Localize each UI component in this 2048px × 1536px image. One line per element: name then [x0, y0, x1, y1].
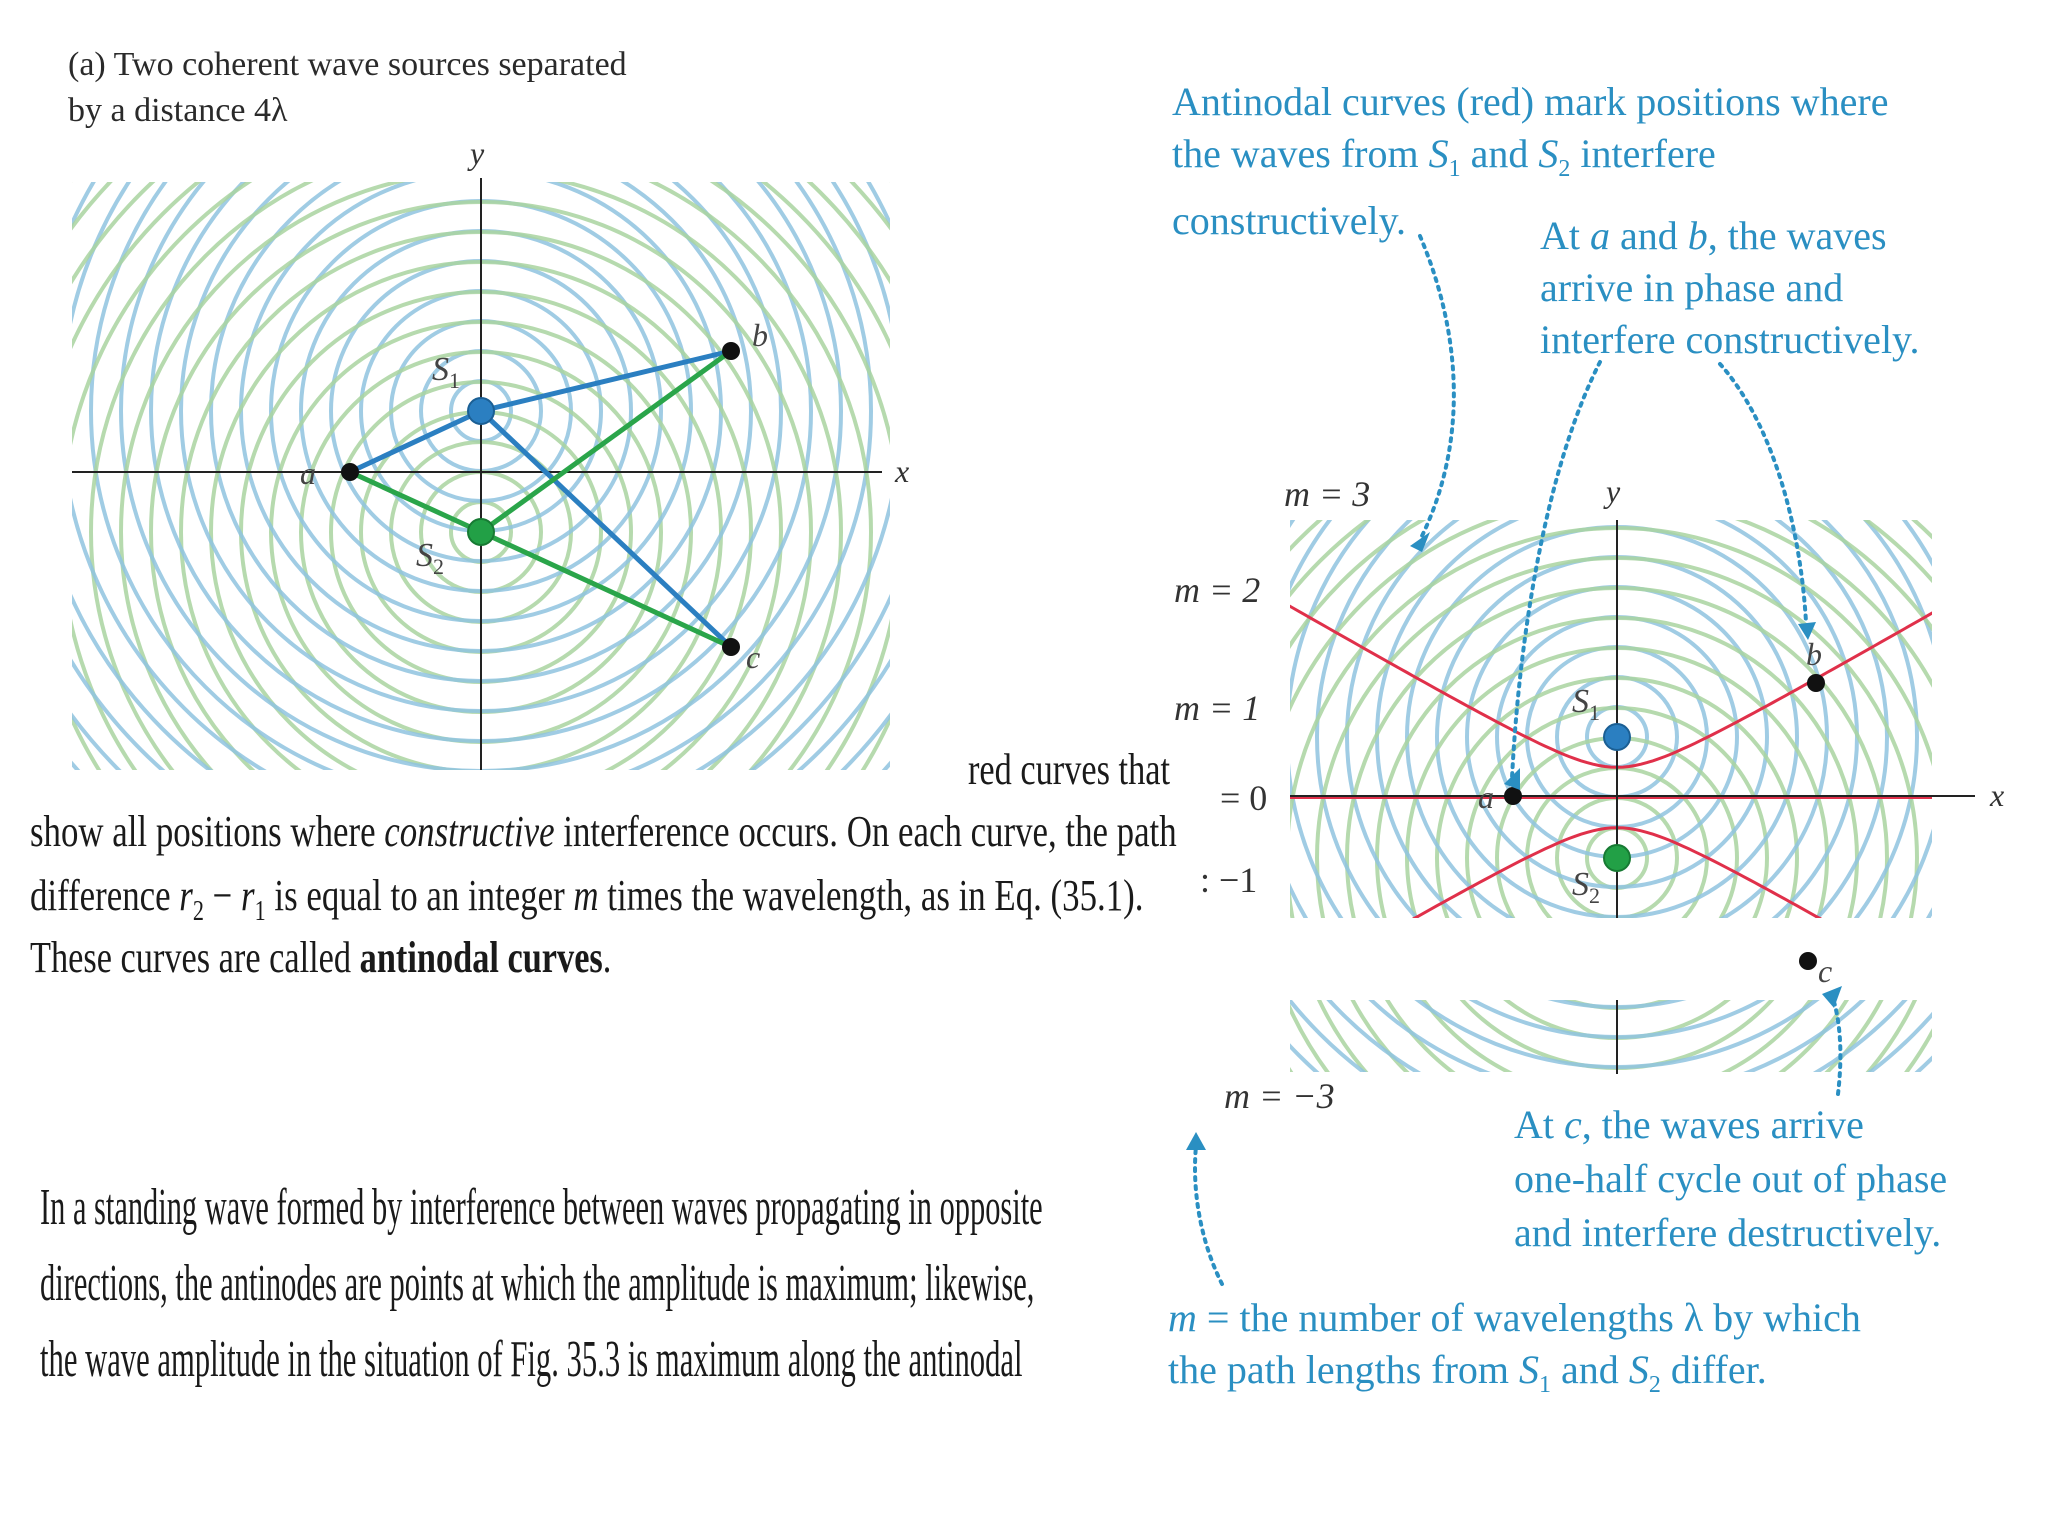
- arrow-to-m-labels: [1195, 1146, 1222, 1284]
- figure-a-label-s2: $S_2$: [416, 537, 444, 579]
- figure-a-x-label: x: [895, 453, 910, 489]
- note-ab-line3: interfere constructively.: [1540, 317, 1920, 362]
- figure-a-label-b: b: [752, 317, 768, 353]
- arrow-heads: [1186, 532, 1842, 1150]
- m-label-neg3: m = −3: [1224, 1076, 1335, 1116]
- note-m-line1: m = the number of wavelengths λ by which: [1168, 1295, 1861, 1340]
- note-ab-line1: At a and b, the waves: [1540, 213, 1887, 258]
- body1-line1: red curves that: [968, 745, 1171, 794]
- figure-a-caption-line2: by a distance 4λ: [68, 92, 288, 129]
- figure-a-label-c: c: [746, 639, 761, 675]
- figure-b-point-c: [1799, 952, 1817, 970]
- figure-b-y-label: y: [1606, 473, 1621, 509]
- note-antinodal-line1: Antinodal curves (red) mark positions where: [1172, 79, 1889, 124]
- note-antinodal-line3: constructively.: [1172, 198, 1407, 243]
- figure-a-point-b: [722, 342, 740, 360]
- figure-a-source-s1: [468, 398, 494, 424]
- figure-a-y-label: y: [470, 135, 485, 171]
- note-m-definition: [1168, 1292, 2048, 1411]
- note-point-c: [1514, 1098, 2044, 1260]
- figure-a-label-a: a: [300, 455, 316, 491]
- m-label-0: = 0: [1220, 778, 1268, 818]
- path-a-to-s2: [350, 472, 481, 532]
- note-c-line1: At c, the waves arrive: [1514, 1102, 1864, 1147]
- note-antinodal-line2: the waves from $S_1$ and $S_2$ interfere: [1172, 131, 1716, 182]
- m-label-2: m = 2: [1174, 570, 1261, 610]
- figure-a-point-c: [722, 638, 740, 656]
- note-ab-line2: arrive in phase and: [1540, 265, 1844, 310]
- wave-ring: [0, 0, 1081, 1011]
- note-c-line2: one-half cycle out of phase: [1514, 1156, 1948, 1201]
- m-label-neg1: : −1: [1200, 860, 1258, 900]
- note-m-line2: the path lengths from $S_1$ and $S_2$ differ.: [1168, 1347, 1767, 1398]
- path-s2-to-b: [481, 351, 731, 532]
- wave-ring: [0, 0, 1201, 1252]
- figure-b-source-s1: [1604, 724, 1630, 750]
- note-c-line3: and interfere destructively.: [1514, 1210, 1942, 1255]
- wave-ring: [1137, 257, 2048, 1217]
- wave-ring: [0, 0, 991, 921]
- body2-line2: directions, the antinodes are points at which the amplitude is maximum; likewise,: [40, 1255, 1035, 1312]
- note-points-a-b: [1540, 210, 2040, 366]
- figure-a-label-s1: $S_1$: [432, 351, 460, 393]
- figure-b-source-s2: [1604, 845, 1630, 871]
- body1-line2: show all positions where constructive interference occurs. On each curve, the path: [30, 807, 1177, 856]
- figure-a-caption-line1: (a) Two coherent wave sources separated: [68, 46, 627, 83]
- arrow-to-point-c: [1830, 990, 1840, 1094]
- figure-a-wave-rings: [0, 0, 1201, 1252]
- figure-a-source-s2: [468, 519, 494, 545]
- path-s2-to-c: [481, 532, 731, 647]
- wave-ring: [1137, 257, 2048, 1217]
- m-label-3: m = 3: [1284, 474, 1371, 514]
- figure-a-point-a: [341, 463, 359, 481]
- m-label-1: m = 1: [1174, 688, 1261, 728]
- figure-b-label-a: a: [1478, 779, 1494, 815]
- body2-line1: In a standing wave formed by interference between waves propagating in opposite: [40, 1179, 1043, 1236]
- body2-line3: the wave amplitude in the situation of Fig. 35.3 is maximum along the antinodal: [40, 1331, 1023, 1388]
- figure-b-point-b: [1807, 674, 1825, 692]
- figure-b-label-s2: $S_2$: [1572, 866, 1600, 908]
- arrow-to-antinodal-curve: [1420, 236, 1454, 540]
- path-a-to-s1: [350, 411, 481, 472]
- body1-line4: These curves are called antinodal curves.: [30, 933, 612, 982]
- figure-b-white-gap: [1140, 920, 1764, 998]
- wave-ring: [0, 0, 1171, 1222]
- figure-b-label-b: b: [1806, 636, 1822, 672]
- figure-b-label-c: c: [1818, 953, 1833, 989]
- figure-b-label-s1: $S_1$: [1572, 683, 1600, 725]
- figure-b-x-label: x: [1990, 777, 2005, 813]
- body1-line3: difference $r_2 - r_1$ is equal to an integer m times the wavelength, as in Eq. (35.1).: [30, 871, 1144, 927]
